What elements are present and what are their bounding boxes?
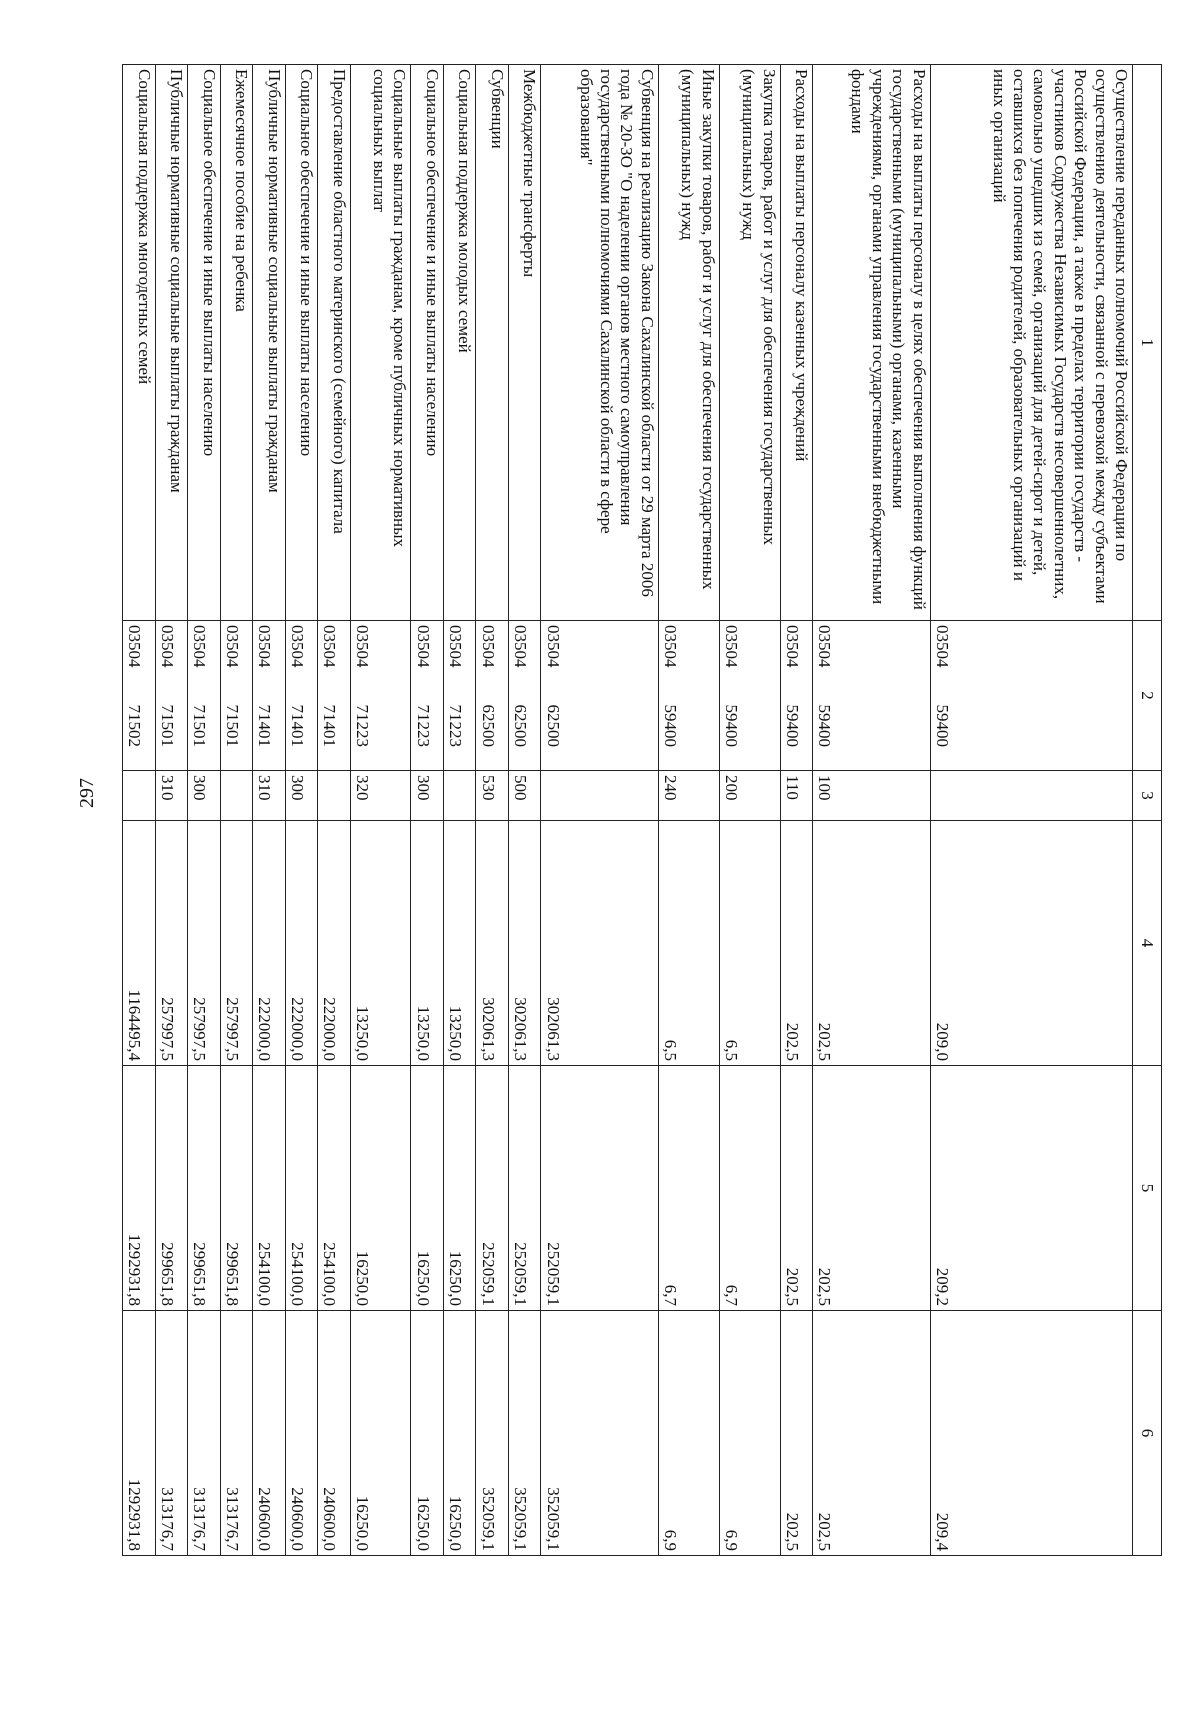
row-expense-type [443, 771, 476, 821]
table-row [658, 65, 719, 1556]
row-value-col5: 209,2 [930, 1066, 1132, 1311]
row-expense-type [220, 771, 253, 821]
row-code-program: 03504 [476, 621, 509, 691]
row-name: Межбюджетные трансферты [508, 65, 541, 621]
header-col-4: 4 [1133, 821, 1162, 1066]
row-code-direction: 71401 [318, 691, 351, 771]
row-expense-type: 300 [285, 771, 318, 821]
row-value-col4: 13250,0 [350, 821, 411, 1066]
row-value-col4: 222000,0 [318, 821, 351, 1066]
row-value-col6: 313176,7 [220, 1311, 253, 1556]
row-value-col5: 252059,1 [508, 1066, 541, 1311]
table-header-row [1133, 65, 1162, 1556]
header-col-2: 2 [1133, 621, 1162, 771]
row-expense-type: 300 [411, 771, 444, 821]
table-row [719, 65, 780, 1556]
row-code-program: 03504 [188, 621, 221, 691]
row-name: Социальное обеспечение и иные выплаты населению [285, 65, 318, 621]
row-name: Осуществление переданных полномочий Российской Федерации по осуществлению деятельности, связанной с перевозкой между субъектами Российской Федерации, а также в пределах территории государств - участников Содружества Независимых Государств несовершеннолетних, самовольно ушедших из семей, организаций для детей-сирот и детей, оставшихся без попечения родителей, образовательных организаций и иных организаций [930, 65, 1132, 621]
header-col-3: 3 [1133, 771, 1162, 821]
row-name: Расходы на выплаты персоналу казенных учреждений [780, 65, 813, 621]
row-code-program: 03504 [813, 621, 930, 691]
row-code-program: 03504 [220, 621, 253, 691]
row-code-program: 03504 [658, 621, 719, 691]
row-code-program: 03504 [780, 621, 813, 691]
row-value-col5: 16250,0 [443, 1066, 476, 1311]
row-code-direction: 71401 [253, 691, 286, 771]
row-value-col4: 222000,0 [253, 821, 286, 1066]
row-value-col5: 252059,1 [476, 1066, 509, 1311]
table-row [508, 65, 541, 1556]
row-value-col6: 16250,0 [350, 1311, 411, 1556]
row-code-program: 03504 [443, 621, 476, 691]
row-name: Иные закупки товаров, работ и услуг для обеспечения государственных (муниципальных) нужд [658, 65, 719, 621]
table-row [318, 65, 351, 1556]
row-value-col4: 6,5 [719, 821, 780, 1066]
row-expense-type: 310 [253, 771, 286, 821]
row-code-program: 03504 [930, 621, 1132, 691]
row-code-program: 03504 [508, 621, 541, 691]
row-value-col6: 352059,1 [541, 1311, 658, 1556]
row-value-col4: 257997,5 [188, 821, 221, 1066]
row-value-col5: 6,7 [658, 1066, 719, 1311]
row-code-program: 03504 [123, 621, 156, 691]
row-code-direction: 71223 [411, 691, 444, 771]
row-value-col5: 299651,8 [188, 1066, 221, 1311]
row-name: Ежемесячное пособие на ребенка [220, 65, 253, 621]
row-code-program: 03504 [719, 621, 780, 691]
table-row [476, 65, 509, 1556]
row-code-direction: 62500 [508, 691, 541, 771]
budget-table [122, 64, 1162, 1556]
row-value-col4: 209,0 [930, 821, 1132, 1066]
row-name: Публичные нормативные социальные выплаты гражданам [253, 65, 286, 621]
row-code-direction: 71501 [220, 691, 253, 771]
row-value-col4: 257997,5 [220, 821, 253, 1066]
row-value-col4: 13250,0 [443, 821, 476, 1066]
row-value-col6: 6,9 [719, 1311, 780, 1556]
row-value-col6: 6,9 [658, 1311, 719, 1556]
row-code-direction: 62500 [541, 691, 658, 771]
row-name: Закупка товаров, работ и услуг для обеспечения государственных (муниципальных) нужд [719, 65, 780, 621]
row-code-program: 03504 [155, 621, 188, 691]
page-number: 297 [76, 778, 98, 808]
row-value-col6: 240600,0 [253, 1311, 286, 1556]
row-value-col6: 1292931,8 [123, 1311, 156, 1556]
row-name: Социальная поддержка многодетных семей [123, 65, 156, 621]
row-code-direction: 71223 [350, 691, 411, 771]
header-col-6: 6 [1133, 1311, 1162, 1556]
row-value-col6: 240600,0 [285, 1311, 318, 1556]
row-value-col6: 352059,1 [508, 1311, 541, 1556]
table-row [411, 65, 444, 1556]
row-expense-type [541, 771, 658, 821]
table-row [155, 65, 188, 1556]
row-expense-type: 200 [719, 771, 780, 821]
row-value-col6: 16250,0 [411, 1311, 444, 1556]
table-row [253, 65, 286, 1556]
row-value-col5: 252059,1 [541, 1066, 658, 1311]
row-code-direction: 71223 [443, 691, 476, 771]
table-row [285, 65, 318, 1556]
row-value-col6: 313176,7 [155, 1311, 188, 1556]
row-expense-type: 100 [813, 771, 930, 821]
row-value-col6: 352059,1 [476, 1311, 509, 1556]
row-code-direction: 71502 [123, 691, 156, 771]
row-value-col4: 202,5 [780, 821, 813, 1066]
row-code-program: 03504 [318, 621, 351, 691]
row-value-col6: 202,5 [780, 1311, 813, 1556]
row-code-direction: 71501 [155, 691, 188, 771]
row-value-col4: 202,5 [813, 821, 930, 1066]
table-row [780, 65, 813, 1556]
row-expense-type [930, 771, 1132, 821]
row-value-col5: 202,5 [813, 1066, 930, 1311]
row-code-direction: 59400 [719, 691, 780, 771]
row-name: Расходы на выплаты персоналу в целях обеспечения выполнения функций государственными (муниципальными) органами, казенными учреждениями, органами управления государственными внебюджетными фондами [813, 65, 930, 621]
row-value-col5: 16250,0 [411, 1066, 444, 1311]
budget-table-container [122, 64, 1162, 1555]
row-value-col5: 16250,0 [350, 1066, 411, 1311]
row-name: Социальное обеспечение и иные выплаты населению [411, 65, 444, 621]
row-expense-type [318, 771, 351, 821]
row-value-col4: 257997,5 [155, 821, 188, 1066]
table-row [123, 65, 156, 1556]
row-expense-type: 500 [508, 771, 541, 821]
row-value-col4: 302061,3 [541, 821, 658, 1066]
row-name: Социальное обеспечение и иные выплаты населению [188, 65, 221, 621]
row-expense-type: 310 [155, 771, 188, 821]
row-expense-type: 240 [658, 771, 719, 821]
row-expense-type [123, 771, 156, 821]
row-value-col5: 254100,0 [285, 1066, 318, 1311]
row-value-col5: 299651,8 [155, 1066, 188, 1311]
row-code-direction: 59400 [780, 691, 813, 771]
row-expense-type: 300 [188, 771, 221, 821]
row-value-col6: 202,5 [813, 1311, 930, 1556]
row-name: Социальные выплаты гражданам, кроме публичных нормативных социальных выплат [350, 65, 411, 621]
row-code-direction: 62500 [476, 691, 509, 771]
table-row [930, 65, 1132, 1556]
row-value-col5: 299651,8 [220, 1066, 253, 1311]
row-code-program: 03504 [350, 621, 411, 691]
table-row [541, 65, 658, 1556]
row-code-program: 03504 [411, 621, 444, 691]
row-value-col5: 6,7 [719, 1066, 780, 1311]
row-code-program: 03504 [541, 621, 658, 691]
row-code-direction: 71401 [285, 691, 318, 771]
row-code-direction: 59400 [813, 691, 930, 771]
table-row [188, 65, 221, 1556]
row-code-direction: 59400 [658, 691, 719, 771]
row-code-program: 03504 [285, 621, 318, 691]
row-value-col5: 254100,0 [253, 1066, 286, 1311]
row-value-col6: 209,4 [930, 1311, 1132, 1556]
row-value-col4: 222000,0 [285, 821, 318, 1066]
row-name: Социальная поддержка молодых семей [443, 65, 476, 621]
row-expense-type: 110 [780, 771, 813, 821]
row-value-col6: 240600,0 [318, 1311, 351, 1556]
row-value-col5: 202,5 [780, 1066, 813, 1311]
row-value-col6: 313176,7 [188, 1311, 221, 1556]
row-value-col4: 13250,0 [411, 821, 444, 1066]
row-value-col4: 1164495,4 [123, 821, 156, 1066]
row-name: Субвенция на реализацию Закона Сахалинской области от 29 марта 2006 года № 20-ЗО "О наделении органов местного самоуправления государственными полномочиями Сахалинской области в сфере образования" [541, 65, 658, 621]
row-value-col6: 16250,0 [443, 1311, 476, 1556]
row-value-col4: 6,5 [658, 821, 719, 1066]
row-value-col5: 254100,0 [318, 1066, 351, 1311]
row-name: Публичные нормативные социальные выплаты гражданам [155, 65, 188, 621]
table-row [443, 65, 476, 1556]
row-expense-type: 320 [350, 771, 411, 821]
row-value-col5: 1292931,8 [123, 1066, 156, 1311]
row-expense-type: 530 [476, 771, 509, 821]
row-value-col4: 302061,3 [508, 821, 541, 1066]
table-row [813, 65, 930, 1556]
row-code-direction: 71501 [188, 691, 221, 771]
header-col-1: 1 [1133, 65, 1162, 621]
header-col-5: 5 [1133, 1066, 1162, 1311]
table-row [350, 65, 411, 1556]
table-row [220, 65, 253, 1556]
row-code-program: 03504 [253, 621, 286, 691]
row-name: Предоставление областного материнского (семейного) капитала [318, 65, 351, 621]
row-name: Субвенции [476, 65, 509, 621]
row-value-col4: 302061,3 [476, 821, 509, 1066]
row-code-direction: 59400 [930, 691, 1132, 771]
